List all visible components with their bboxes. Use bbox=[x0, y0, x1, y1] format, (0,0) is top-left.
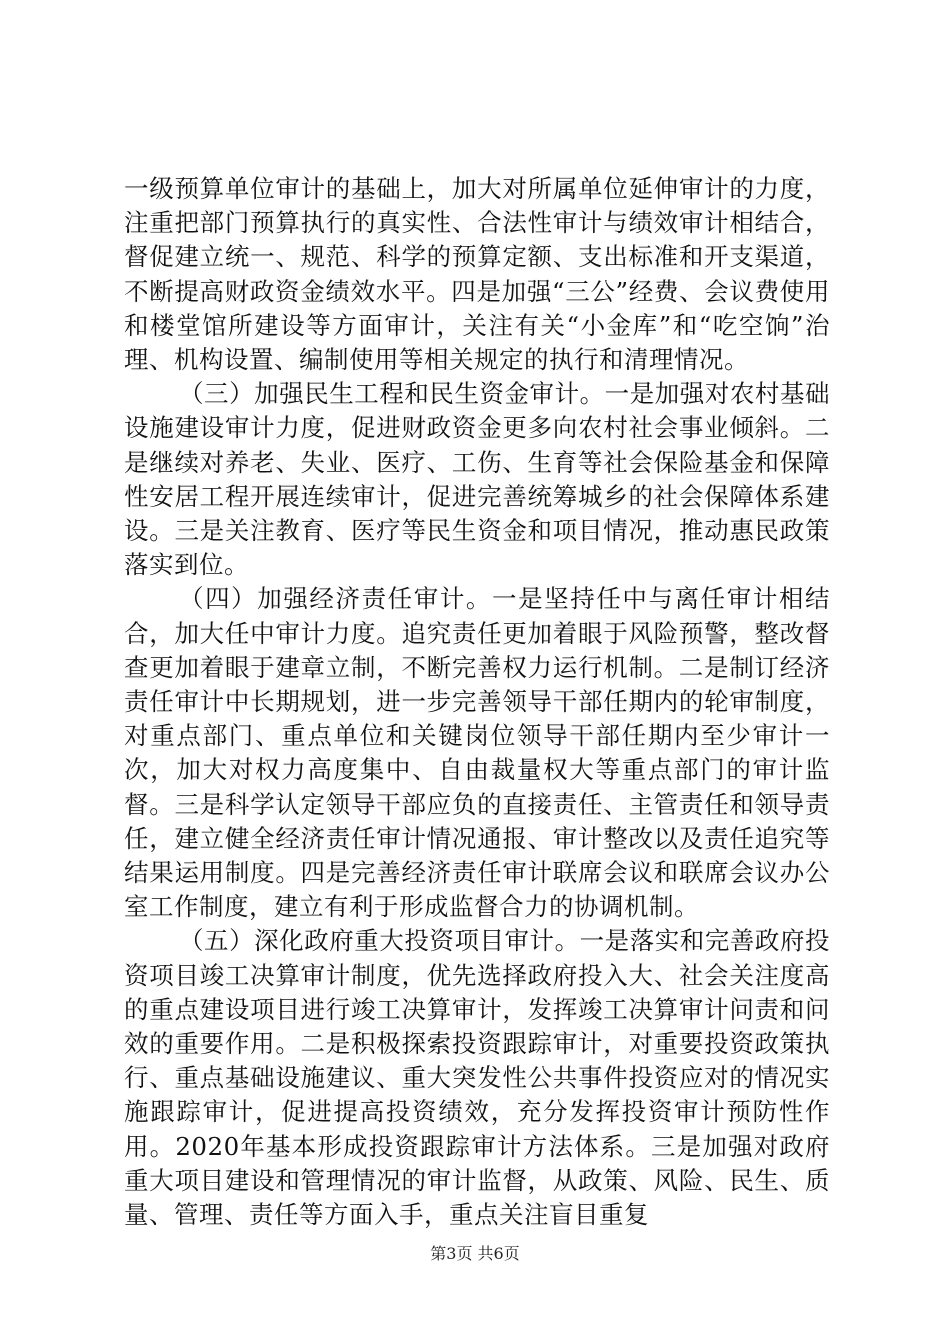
paragraph-4: （五）深化政府重大投资项目审计。一是落实和完善政府投资项目竣工决算审计制度，优先选择政府投入大、社会关注度高的重点建设项目进行竣工决算审计，发挥竣工决算审计问责和问效的重要作用。二是积极探索投资跟踪审计，对重要投资政策执行、重点基础设施建议、重大突发性公共事件投资应对的情况实施跟踪审计，促进提高投资绩效，充分发挥投资审计预防性作用。2020年基本形成投资跟踪审计方法体系。三是加强对政府重大项目建设和管理情况的审计监督，从政策、风险、民生、质量、管理、责任等方面入手，重点关注盲目重复 bbox=[124, 926, 830, 1230]
paragraph-2: （三）加强民生工程和民生资金审计。一是加强对农村基础设施建设审计力度，促进财政资金更多向农村社会事业倾斜。二是继续对养老、失业、医疗、工伤、生育等社会保险基金和保障性安居工程开展连续审计，促进完善统筹城乡的社会保障体系建设。三是关注教育、医疗等民生资金和项目情况，推动惠民政策落实到位。 bbox=[124, 379, 830, 580]
paragraph-3: （四）加强经济责任审计。一是坚持任中与离任审计相结合，加大任中审计力度。追究责任更加着眼于风险预警，整改督查更加着眼于建章立制，不断完善权力运行机制。二是制订经济责任审计中长期规划，进一步完善领导干部任期内的轮审制度，对重点部门、重点单位和关键岗位领导干部任期内至少审计一次，加大对权力高度集中、自由裁量权大等重点部门的审计监督。三是科学认定领导干部应负的直接责任、主管责任和领导责任，建立健全经济责任审计情况通报、审计整改以及责任追究等结果运用制度。四是完善经济责任审计联席会议和联席会议办公室工作制度，建立有利于形成监督合力的协调机制。 bbox=[124, 584, 830, 922]
page-number-footer: 第3页 共6页 bbox=[430, 1244, 520, 1263]
document-body bbox=[124, 172, 830, 1232]
paragraph-1: 一级预算单位审计的基础上，加大对所属单位延伸审计的力度，注重把部门预算执行的真实性、合法性审计与绩效审计相结合，督促建立统一、规范、科学的预算定额、支出标准和开支渠道，不断提高财政资金绩效水平。四是加强“三公”经费、会议费使用和楼堂馆所建设等方面审计，关注有关“小金库”和“吃空饷”治理、机构设置、编制使用等相关规定的执行和清理情况。 bbox=[124, 174, 830, 375]
